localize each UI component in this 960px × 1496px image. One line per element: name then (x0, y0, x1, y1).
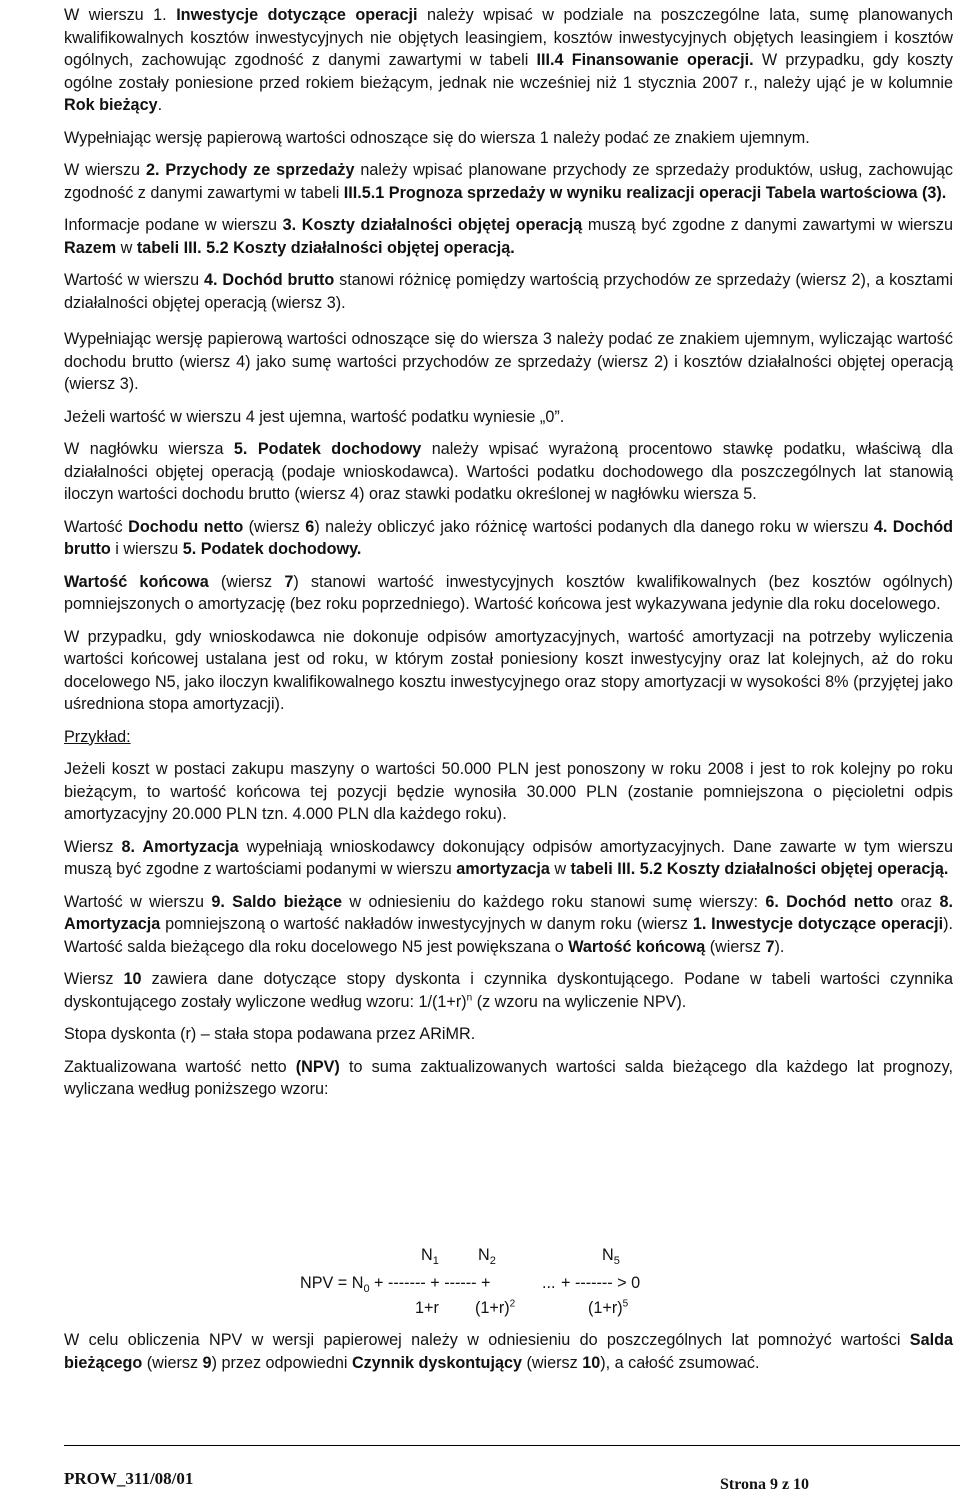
text: należy wpisać planowane przychody ze sprzedaży produktów, usług, zachowując zgodność z danymi zawartymi w tabeli (64, 161, 953, 202)
paragraph-row4 (64, 269, 953, 314)
text: ). (774, 937, 785, 956)
text-bold: 9 (202, 1353, 212, 1372)
text: Wiersz (64, 970, 124, 988)
text: ). Wartość salda bieżącego dla roku docelowego N5 jest powiększana o (64, 915, 953, 956)
text-bold: Inwestycje dotyczące operacji (176, 6, 418, 24)
paragraph-row6 (64, 516, 953, 561)
text-bold: Salda bieżącego (64, 1331, 953, 1372)
paragraph-row8 (64, 836, 953, 881)
text: w (549, 860, 571, 878)
text: ), a całość zsumować. (600, 1353, 760, 1372)
text: Wiersz (64, 837, 122, 856)
text: W wierszu 1. (64, 6, 177, 24)
text: Wartość w wierszu (64, 271, 204, 289)
text-bold: Rok bieżący (64, 96, 158, 114)
text: w odniesieniu do każdego roku stanowi sumę wierszy: (342, 892, 766, 911)
text: należy wpisać wyrażoną procentowo stawkę podatku, właściwą dla działalności objętej operacją (podaje wnioskodawca). Wartości podatku dochodowego dla poszczególnych lat stanowią iloczyn wartości dochodu brutto (wiersz 4) oraz stawki podatku określonej w nagłówku wiersza 5. (64, 440, 953, 503)
text-bold: III.4 Finansowanie operacji. (536, 51, 754, 69)
paragraph-amortization: W przypadku, gdy wnioskodawca nie dokonuje odpisów amortyzacyjnych, wartość amortyzacji na potrzeby wyliczenia wartości końcowej ustalana jest od roku, w którym został poniesiony koszt inwestycyjny oraz lat kolejnych, aż do roku docelowego N5, jako iloczyn kwalifikowalnego kosztu inwestycyjnego oraz stopy amortyzacji w wysokości 8% (przyjętej jako uśredniona stopa amortyzacji). (64, 627, 953, 713)
text-bold: tabeli III. 5.2 Koszty działalności objętej operacją. (136, 238, 515, 257)
formula-d1: 1+r (415, 1299, 439, 1317)
text: (wiersz (521, 1353, 583, 1372)
paragraph-negative-sign-row1: Wypełniając wersję papierową wartości odnoszące się do wiersza 1 należy podać ze znakiem ujemnym. (64, 128, 810, 147)
text-bold: amortyzacja (456, 860, 550, 878)
paragraph-row10 (64, 968, 953, 1013)
paragraph-row1 (64, 4, 953, 117)
text: (wiersz (208, 572, 285, 591)
text-bold: 2. Przychody ze sprzedaży (145, 161, 355, 179)
paragraph-example: Jeżeli koszt w postaci zakupu maszyny o wartości 50.000 PLN jest ponoszony w roku 2008 i jest to rok kolejny po roku bieżącym, to wartość końcowa tej pozycji będzie wynosiła 30.000 PLN (zostanie pomniejszona o pięcioletni odpis amortyzacyjny 20.000 PLN tzn. 4.000 PLN dla każdego roku). (64, 760, 953, 823)
paragraph-row5 (64, 438, 953, 506)
text: Informacje podane w wierszu (64, 216, 283, 234)
text-bold: 8. Amortyzacja (64, 892, 953, 933)
footer-divider (64, 1445, 960, 1446)
text: W celu obliczenia NPV w wersji papierowej należy w odniesieniu do poszczególnych lat pomnożyć wartości (64, 1331, 910, 1349)
formula-n5: $N_5$ (602, 1246, 620, 1268)
formula-main-line-end: + ------- > 0 (561, 1274, 641, 1292)
text-bold: Czynnik dyskontujący (351, 1353, 522, 1372)
text-bold: 6. Dochód netto (765, 892, 894, 911)
text-bold: 10 (123, 970, 142, 988)
footer-document-code: PROW_311/08/01 (64, 1469, 194, 1488)
text-bold: 10 (582, 1353, 601, 1372)
text: pomniejszoną o wartość nakładów inwestycyjnych w danym roku (wiersz (160, 915, 693, 933)
text: . (157, 96, 163, 114)
text: wypełniają wnioskodawcy dokonujący odpisów amortyzacyjnych. Dane zawarte w tym wierszu muszą być zgodne z wartościami podanymi w wierszu (64, 837, 953, 878)
text: (wiersz (142, 1353, 203, 1372)
text-bold: 8. Amortyzacja (121, 837, 239, 856)
text: W nagłówku wiersza (64, 440, 234, 458)
text-bold: 7 (284, 572, 294, 591)
text: muszą być zgodne z danymi zawartymi w wierszu (582, 216, 953, 234)
text: w (116, 238, 137, 257)
text: zawiera dane dotyczące stopy dyskonta i czynnika dyskontującego. Podane w tabeli wartości czynnika dyskontującego zostały wyliczone według wzoru: 1/(1+r) (64, 970, 953, 1011)
text-bold: 9. Saldo bieżące (211, 892, 343, 911)
text: W przypadku, gdy koszty ogólne zostały poniesione przed rokiem bieżącym, jednak nie wcześniej niż 1 stycznia 2007 r., należy ująć je w kolumnie (64, 51, 953, 92)
text: Wartość w wierszu (64, 892, 212, 911)
text: ) przez odpowiedni (211, 1353, 352, 1372)
superscript: n (466, 992, 473, 1004)
text: ) należy obliczyć jako różnicę wartości podanych dla danego roku w wierszu (314, 517, 874, 536)
text-underlined: Przykład: (64, 727, 131, 746)
formula-main-line: NPV = $N_0$ + ------- + ------ + (300, 1274, 491, 1296)
text-bold: tabeli III. 5.2 Koszty działalności objętej operacją. (570, 860, 949, 878)
formula-ellipsis: ... (542, 1274, 556, 1292)
text-bold: Wartość końcową (568, 937, 706, 956)
text: to suma zaktualizowanych wartości salda bieżącego dla każdego lat prognozy, wyliczana według poniższego wzoru: (64, 1057, 954, 1098)
text: Zaktualizowana wartość netto (64, 1057, 296, 1076)
text: oraz (893, 892, 940, 911)
text: (z wzoru na wyliczenie NPV). (472, 992, 687, 1011)
formula-n1: $N_1$ (421, 1246, 439, 1268)
paragraph-negative-tax: Jeżeli wartość w wierszu 4 jest ujemna, wartość podatku wyniesie „0”. (64, 407, 565, 426)
text: i wierszu (110, 540, 183, 558)
paragraph-npv (64, 1056, 953, 1101)
paragraph-row3 (64, 214, 953, 259)
paragraph-negative-sign-row3: Wypełniając wersję papierową wartości odnoszące się do wiersza 3 należy podać ze znakiem ujemnym, wyliczając wartość dochodu brutto (wiersz 4) jako sumę wartości przychodów ze sprzedaży (wiersz 2) i kosztów działalności objętej operacją (wiersz 3). (64, 330, 953, 393)
text-bold: III.5.1 Prognoza sprzedaży w wyniku realizacji operacji Tabela wartościowa (3). (343, 183, 947, 202)
text-bold: 3. Koszty działalności objętej operacją (282, 216, 583, 234)
text-bold: 4. Dochód brutto (203, 271, 335, 289)
text: (wiersz (243, 517, 306, 536)
text-bold: 6 (305, 517, 315, 536)
document-page (64, 0, 953, 1101)
text: Wartość (64, 517, 129, 536)
text-bold: 1. Inwestycje dotyczące operacji (692, 915, 944, 933)
text: stanowi różnicę pomiędzy wartością przychodów ze sprzedaży (wiersz 2), a kosztami działalności objętej operacją (wiersz 3). (64, 271, 953, 312)
paragraph-row7 (64, 571, 953, 616)
text: W wierszu (64, 161, 146, 179)
paragraph-row9 (64, 891, 953, 959)
text-bold: 4. Dochód brutto (64, 517, 953, 558)
text-bold: (NPV) (295, 1057, 340, 1076)
text-bold: Razem (64, 238, 117, 257)
paragraph-npv-calc (64, 1329, 953, 1374)
text-bold: 5. Podatek dochodowy. (182, 540, 362, 558)
text: ) stanowi wartość inwestycyjnych kosztów kwalifikowalnych (bez kosztów ogólnych) pomniejszonych o amortyzację (bez roku poprzedniego). Wartość końcowa jest wykazywana jedynie dla roku docelowego. (64, 572, 953, 613)
text: należy wpisać w podziale na poszczególne lata, sumę planowanych kwalifikowalnych kosztów inwestycyjnych nie objętych leasingiem, kosztów inwestycyjnych objętych leasingiem i kosztów ogólnych, zachowując zgodność z danymi zawartymi w tabeli (64, 6, 953, 69)
formula-n2: $N_2$ (478, 1246, 496, 1268)
formula-d5: $(1+r)^5$ (588, 1298, 629, 1317)
paragraph-discount-rate: Stopa dyskonta (r) – stała stopa podawana przez ARiMR. (64, 1025, 476, 1043)
text: (wiersz (705, 937, 766, 956)
example-heading (64, 726, 953, 749)
paragraph-row2 (64, 159, 953, 204)
text-bold: Wartość końcowa (64, 572, 209, 591)
footer-page-number: Strona 9 z 10 (720, 1476, 810, 1493)
text-bold: Dochodu netto (128, 517, 244, 536)
closing-block (64, 1329, 953, 1374)
text-bold: 7 (765, 937, 775, 956)
text-bold: 5. Podatek dochodowy (233, 440, 422, 458)
formula-d2: $(1+r)^2$ (475, 1298, 516, 1317)
